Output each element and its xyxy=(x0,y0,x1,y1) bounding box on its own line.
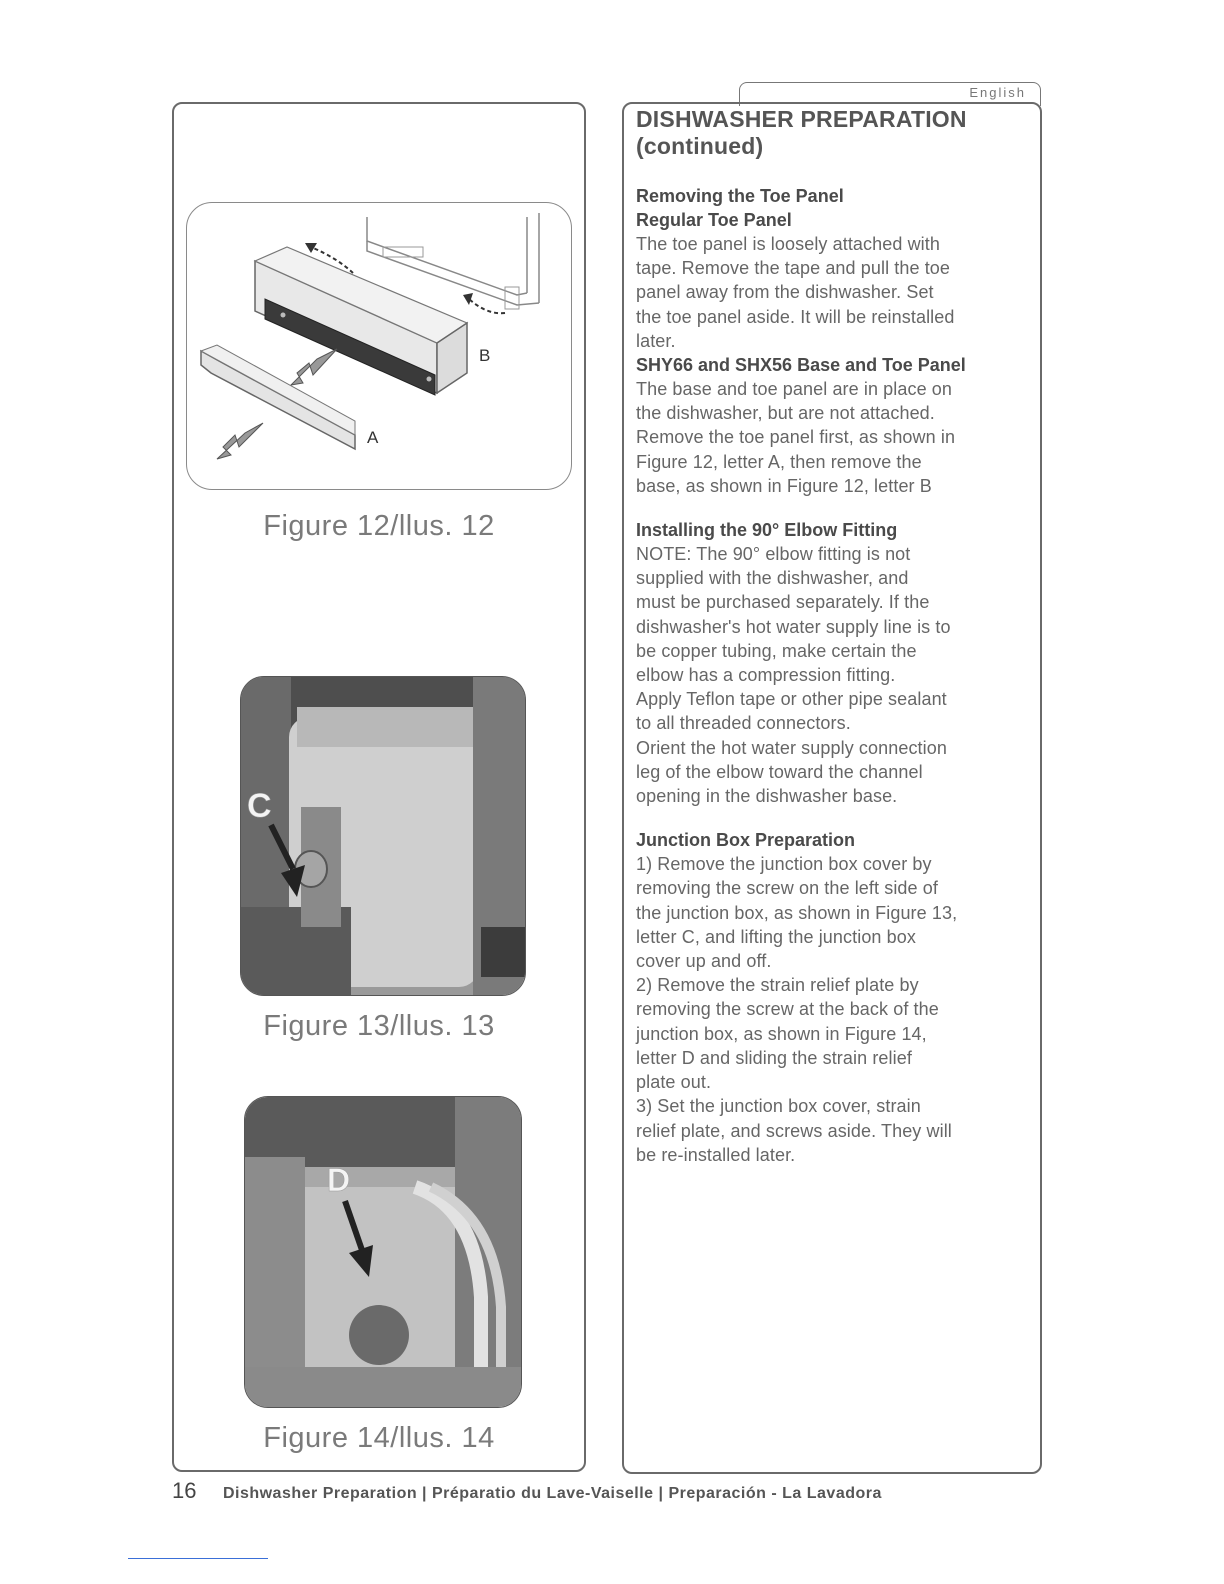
page-title-line-1: DISHWASHER PREPARATION xyxy=(636,106,967,132)
text-line: tape. Remove the tape and pull the toe xyxy=(636,258,951,279)
figure-13-label-c: C xyxy=(247,787,272,825)
heading-removing-toe-panel: Removing the Toe Panel xyxy=(636,186,844,206)
text-line: NOTE: The 90° elbow fitting is not xyxy=(636,544,911,565)
text-line: Figure 12, letter A, then remove the xyxy=(636,451,922,472)
language-tab: English xyxy=(739,82,1041,106)
text-line: Orient the hot water supply connection xyxy=(636,737,947,758)
text-line: be copper tubing, make certain the xyxy=(636,640,917,661)
page-footer xyxy=(172,1478,882,1504)
text-line: 2) Remove the strain relief plate by xyxy=(636,975,919,996)
paragraph-elbow-fitting xyxy=(636,542,1034,808)
footer-divider xyxy=(128,1558,268,1559)
figure-14-label-d: D xyxy=(327,1162,351,1198)
text-line: later. xyxy=(636,330,676,351)
figure-13-photo xyxy=(240,676,526,996)
text-line: 3) Set the junction box cover, strain xyxy=(636,1096,921,1117)
figure-12-illustration xyxy=(186,202,572,490)
text-line: 1) Remove the junction box cover by xyxy=(636,854,932,875)
text-line: cover up and off. xyxy=(636,951,772,972)
page-number: 16 xyxy=(172,1478,197,1503)
text-line: panel away from the dishwasher. Set xyxy=(636,282,934,303)
paragraph-regular-toe-panel xyxy=(636,232,1034,353)
text-line: supplied with the dishwasher, and xyxy=(636,568,909,589)
text-line: letter D and sliding the strain relief xyxy=(636,1047,912,1068)
instructions-content xyxy=(636,106,1034,1167)
text-line: removing the screw on the left side of xyxy=(636,878,938,899)
text-line: the junction box, as shown in Figure 13, xyxy=(636,902,958,923)
text-line: dishwasher's hot water supply line is to xyxy=(636,616,951,637)
text-line: Remove the toe panel first, as shown in xyxy=(636,427,956,448)
paragraph-junction-box xyxy=(636,852,1034,1167)
figure-12-caption: Figure 12/llus. 12 xyxy=(263,510,495,542)
paragraph-base-and-toe-panel xyxy=(636,377,1034,498)
text-line: must be purchased separately. If the xyxy=(636,592,930,613)
text-line: Apply Teflon tape or other pipe sealant xyxy=(636,689,947,710)
text-line: The toe panel is loosely attached with xyxy=(636,234,940,254)
text-line: removing the screw at the back of the xyxy=(636,999,939,1020)
text-line: be re-installed later. xyxy=(636,1144,796,1165)
heading-regular-toe-panel: Regular Toe Panel xyxy=(636,210,792,230)
footer-text: Dishwasher Preparation | Préparatio du Lave-Vaiselle | Preparación - La Lavadora xyxy=(222,1485,882,1502)
heading-base-and-toe-panel: SHY66 and SHX56 Base and Toe Panel xyxy=(636,355,966,376)
text-line: letter C, and lifting the junction box xyxy=(636,926,916,947)
text-line: the toe panel aside. It will be reinstalled xyxy=(636,306,955,327)
figure-14-photo xyxy=(244,1096,522,1408)
heading-elbow-fitting: Installing the 90° Elbow Fitting xyxy=(636,520,898,541)
text-line: junction box, as shown in Figure 14, xyxy=(636,1023,927,1044)
page-title xyxy=(636,106,1034,160)
figure-12-label-a: A xyxy=(367,428,379,447)
figure-13-caption: Figure 13/llus. 13 xyxy=(263,1010,495,1042)
text-line: the dishwasher, but are not attached. xyxy=(636,403,935,424)
figure-14-caption: Figure 14/llus. 14 xyxy=(263,1422,495,1454)
page-title-line-2: (continued) xyxy=(636,133,764,159)
text-line: opening in the dishwasher base. xyxy=(636,786,898,807)
text-line: elbow has a compression fitting. xyxy=(636,665,896,686)
text-line: base, as shown in Figure 12, letter B xyxy=(636,475,932,496)
text-line: The base and toe panel are in place on xyxy=(636,379,953,400)
text-line: to all threaded connectors. xyxy=(636,713,851,734)
text-line: leg of the elbow toward the channel xyxy=(636,761,923,782)
text-line: plate out. xyxy=(636,1072,712,1093)
heading-junction-box: Junction Box Preparation xyxy=(636,830,856,851)
text-line: relief plate, and screws aside. They will xyxy=(636,1120,952,1141)
figure-12-label-b: B xyxy=(479,346,491,365)
